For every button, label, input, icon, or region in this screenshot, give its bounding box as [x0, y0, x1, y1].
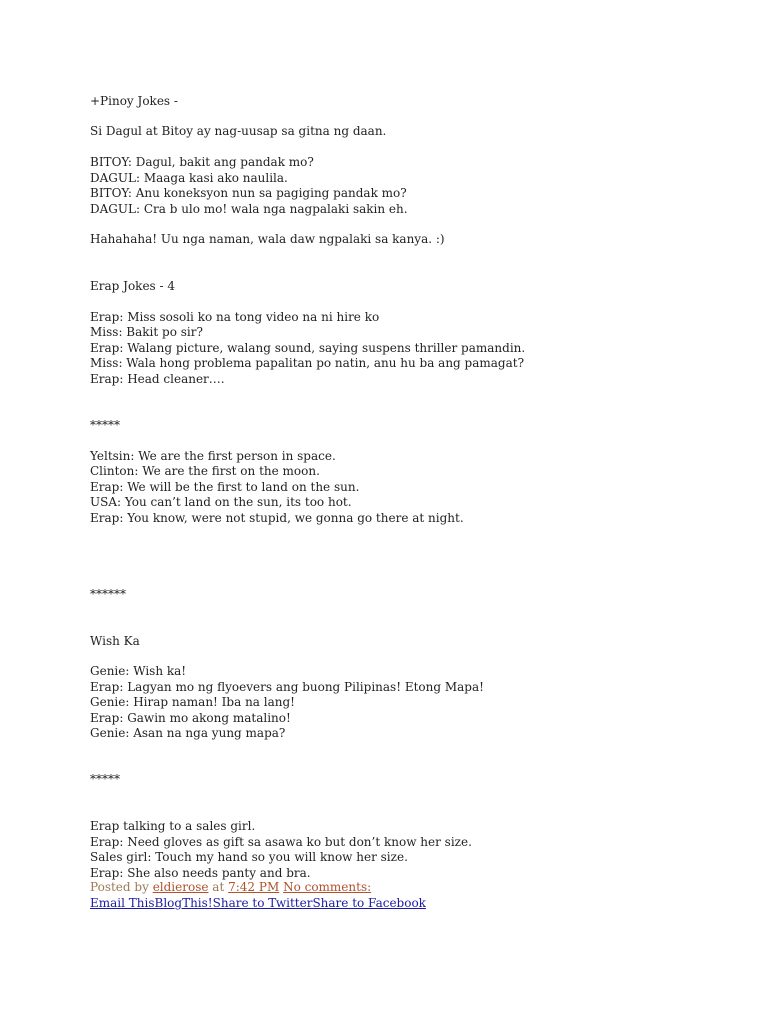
- post-line: Erap talking to a sales girl.: [90, 819, 256, 833]
- post-line: Hahahaha! Uu nga naman, wala daw ngpalaki sa kanya. :): [90, 232, 445, 246]
- comments-link[interactable]: No comments:: [283, 880, 372, 894]
- at-label: at: [212, 880, 225, 894]
- post-footer-meta: [90, 880, 371, 896]
- post-line: BITOY: Dagul, bakit ang pandak mo?: [90, 155, 314, 169]
- post-line: Genie: Asan na nga yung mapa?: [90, 726, 286, 740]
- post-line: Erap: Head cleaner….: [90, 372, 225, 386]
- post-line: USA: You can’t land on the sun, its too hot.: [90, 495, 352, 509]
- share-twitter-link[interactable]: Share to Twitter: [212, 896, 313, 910]
- post-line: Erap: Gawin mo akong matalino!: [90, 711, 291, 725]
- post-line: Erap: She also needs panty and bra.: [90, 866, 311, 880]
- post-line: BITOY: Anu koneksyon nun sa pagiging pandak mo?: [90, 186, 407, 200]
- post-line: DAGUL: Maaga kasi ako naulila.: [90, 171, 288, 185]
- post-section-heading: Wish Ka: [90, 634, 140, 648]
- post-line: Genie: Hirap naman! Iba na lang!: [90, 695, 295, 709]
- post-time-link[interactable]: 7:42 PM: [228, 880, 280, 894]
- posted-by-label: Posted by: [90, 880, 149, 894]
- post-line: Yeltsin: We are the first person in space.: [90, 449, 336, 463]
- post-line: Erap: Miss sosoli ko na tong video na ni hire ko: [90, 310, 380, 324]
- post-line: Erap: Lagyan mo ng flyoevers ang buong Pilipinas! Etong Mapa!: [90, 680, 484, 694]
- post-line-title: +Pinoy Jokes -: [90, 94, 178, 108]
- post-section-heading: Erap Jokes - 4: [90, 279, 176, 293]
- post-line: Erap: We will be the first to land on the sun.: [90, 480, 360, 494]
- blog-this-link[interactable]: BlogThis!: [154, 896, 213, 910]
- post-line: Miss: Wala hong problema papalitan po natin, anu hu ba ang pamagat?: [90, 356, 525, 370]
- share-links: [90, 896, 426, 912]
- post-line: Si Dagul at Bitoy ay nag-uusap sa gitna ng daan.: [90, 124, 387, 138]
- post-line: Genie: Wish ka!: [90, 664, 187, 678]
- post-line: Miss: Bakit po sir?: [90, 325, 203, 339]
- email-this-link[interactable]: Email This: [90, 896, 155, 910]
- post-separator: *****: [90, 418, 120, 432]
- post-line: DAGUL: Cra b ulo mo! wala nga nagpalaki sakin eh.: [90, 202, 408, 216]
- author-link[interactable]: eldierose: [152, 880, 209, 894]
- post-line: Erap: Walang picture, walang sound, saying suspens thriller pamandin.: [90, 341, 526, 355]
- post-line: Erap: Need gloves as gift sa asawa ko but don’t know her size.: [90, 835, 472, 849]
- post-line: Clinton: We are the first on the moon.: [90, 464, 320, 478]
- share-facebook-link[interactable]: Share to Facebook: [312, 896, 426, 910]
- post-separator: ******: [90, 587, 126, 601]
- post-line: Sales girl: Touch my hand so you will know her size.: [90, 850, 408, 864]
- post-separator: *****: [90, 772, 120, 786]
- post-line: Erap: You know, were not stupid, we gonna go there at night.: [90, 511, 464, 525]
